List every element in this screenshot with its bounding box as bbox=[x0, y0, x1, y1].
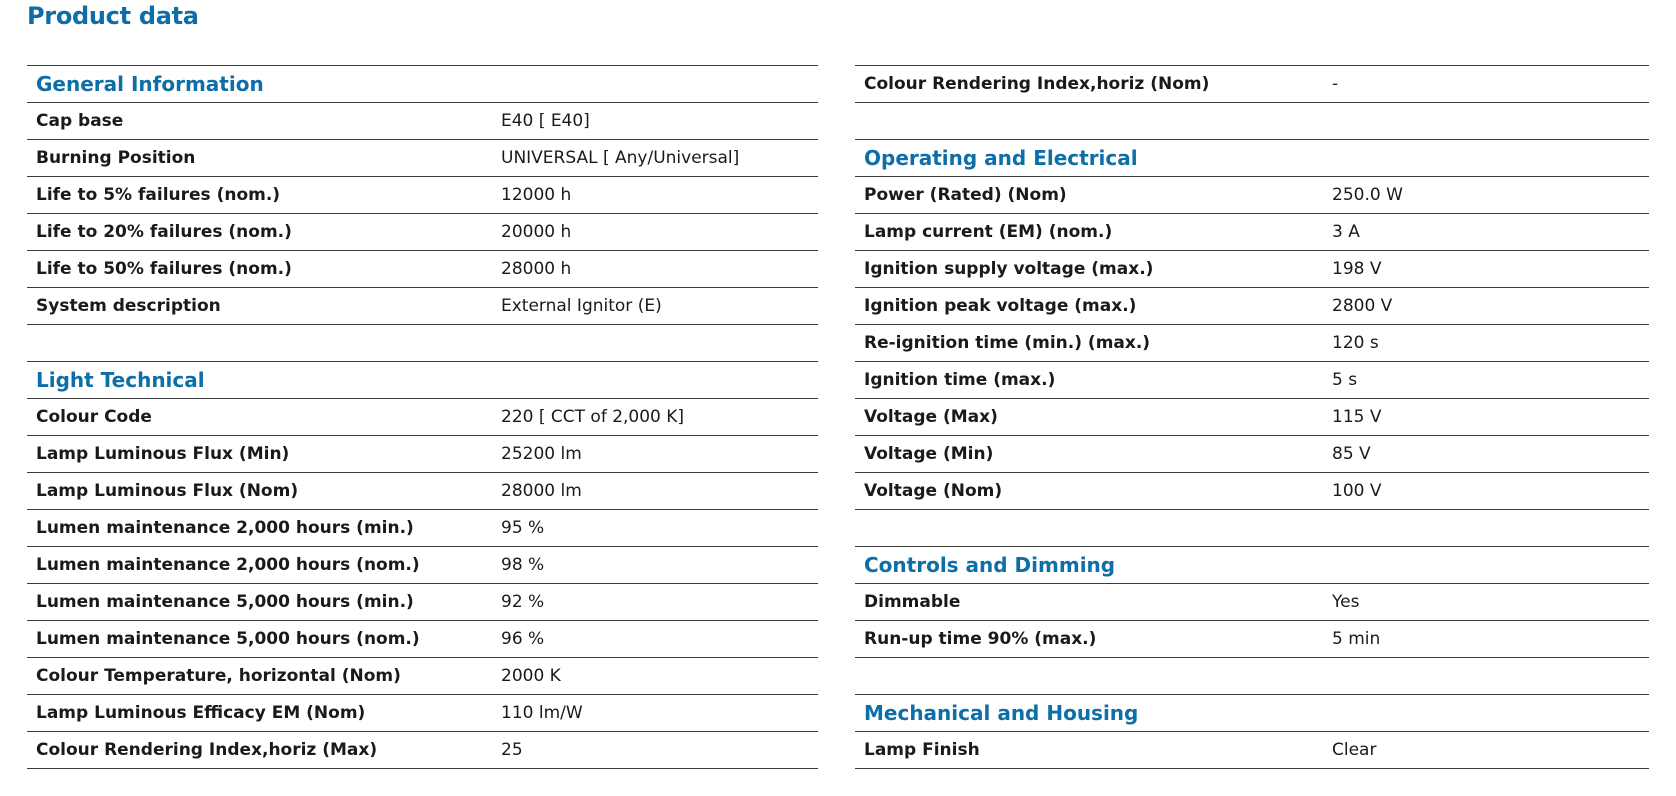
spec-row-life-to-20-failures-nom bbox=[27, 213, 818, 250]
section-title: Operating and Electrical bbox=[864, 146, 1138, 170]
section-header-operating-and-electrical bbox=[855, 139, 1649, 176]
section-header-mechanical-and-housing bbox=[855, 694, 1649, 731]
spec-row-colour-rendering-index-horiz-nom bbox=[855, 65, 1649, 102]
section-title: Controls and Dimming bbox=[864, 553, 1116, 577]
spec-row-ignition-time-max bbox=[855, 361, 1649, 398]
spec-label: Re-ignition time (min.) (max.) bbox=[864, 333, 1151, 353]
spec-value: Yes bbox=[1332, 592, 1360, 612]
spec-value: 110 lm/W bbox=[501, 703, 583, 723]
spec-value: 5 s bbox=[1332, 370, 1358, 390]
spec-value: 2800 V bbox=[1332, 296, 1393, 316]
spec-label: Colour Rendering Index,horiz (Max) bbox=[36, 740, 378, 760]
spec-label: Ignition supply voltage (max.) bbox=[864, 259, 1154, 279]
spacer-row bbox=[27, 324, 818, 361]
spec-row-lamp-luminous-efficacy-em-nom bbox=[27, 694, 818, 731]
spec-value: 5 min bbox=[1332, 629, 1381, 649]
spec-value: E40 [ E40] bbox=[501, 111, 590, 131]
spec-row-voltage-nom bbox=[855, 472, 1649, 509]
spec-row-system-description bbox=[27, 287, 818, 324]
spec-row-lamp-current-em-nom bbox=[855, 213, 1649, 250]
spec-value: - bbox=[1332, 74, 1339, 94]
spec-value: 250.0 W bbox=[1332, 185, 1403, 205]
section-title: Light Technical bbox=[36, 368, 205, 392]
spec-label: Lamp current (EM) (nom.) bbox=[864, 222, 1113, 242]
spec-row-voltage-max bbox=[855, 398, 1649, 435]
spacer-row bbox=[855, 657, 1649, 694]
spec-value: 120 s bbox=[1332, 333, 1379, 353]
spec-value: 85 V bbox=[1332, 444, 1371, 464]
spec-label: Colour Rendering Index,horiz (Nom) bbox=[864, 74, 1210, 94]
spec-value: 115 V bbox=[1332, 407, 1382, 427]
section-header-light-technical bbox=[27, 361, 818, 398]
spec-row-ignition-peak-voltage-max bbox=[855, 287, 1649, 324]
spec-value: 28000 h bbox=[501, 259, 572, 279]
spec-label: Voltage (Min) bbox=[864, 444, 994, 464]
section-header-controls-and-dimming bbox=[855, 546, 1649, 583]
spec-value: 3 A bbox=[1332, 222, 1360, 242]
right-spec-table bbox=[855, 65, 1649, 769]
spec-label: System description bbox=[36, 296, 221, 316]
spec-value: 20000 h bbox=[501, 222, 572, 242]
spec-value: External Ignitor (E) bbox=[501, 296, 662, 316]
spec-row-lumen-maintenance-2-000-hours-min bbox=[27, 509, 818, 546]
spec-label: Lamp Finish bbox=[864, 740, 980, 760]
page-title: Product data bbox=[27, 2, 199, 30]
spec-row-burning-position bbox=[27, 139, 818, 176]
spec-label: Life to 50% failures (nom.) bbox=[36, 259, 292, 279]
spec-row-lamp-luminous-flux-nom bbox=[27, 472, 818, 509]
spec-row-colour-rendering-index-horiz-max bbox=[27, 731, 818, 769]
spec-value: 96 % bbox=[501, 629, 545, 649]
spec-row-run-up-time-90-max bbox=[855, 620, 1649, 657]
spec-row-colour-temperature-horizontal-nom bbox=[27, 657, 818, 694]
spec-value: 220 [ CCT of 2,000 K] bbox=[501, 407, 685, 427]
spec-row-lamp-luminous-flux-min bbox=[27, 435, 818, 472]
section-title: Mechanical and Housing bbox=[864, 701, 1139, 725]
spec-label: Lamp Luminous Efficacy EM (Nom) bbox=[36, 703, 366, 723]
spec-row-dimmable bbox=[855, 583, 1649, 620]
spacer-row bbox=[855, 509, 1649, 546]
spec-row-colour-code bbox=[27, 398, 818, 435]
spec-row-lumen-maintenance-5-000-hours-nom bbox=[27, 620, 818, 657]
spec-row-cap-base bbox=[27, 102, 818, 139]
spec-label: Run-up time 90% (max.) bbox=[864, 629, 1097, 649]
spec-label: Voltage (Max) bbox=[864, 407, 998, 427]
spec-value: 25 bbox=[501, 740, 523, 760]
spec-value: 95 % bbox=[501, 518, 545, 538]
section-header-general-information bbox=[27, 65, 818, 102]
spec-label: Ignition time (max.) bbox=[864, 370, 1056, 390]
spec-value: 100 V bbox=[1332, 481, 1382, 501]
spec-label: Ignition peak voltage (max.) bbox=[864, 296, 1137, 316]
spec-row-ignition-supply-voltage-max bbox=[855, 250, 1649, 287]
spec-label: Colour Temperature, horizontal (Nom) bbox=[36, 666, 401, 686]
spec-value: 25200 lm bbox=[501, 444, 582, 464]
spec-row-life-to-50-failures-nom bbox=[27, 250, 818, 287]
spec-label: Life to 5% failures (nom.) bbox=[36, 185, 281, 205]
spec-row-lamp-finish bbox=[855, 731, 1649, 769]
spec-label: Lumen maintenance 5,000 hours (nom.) bbox=[36, 629, 420, 649]
spec-label: Lumen maintenance 2,000 hours (nom.) bbox=[36, 555, 420, 575]
spec-value: 12000 h bbox=[501, 185, 572, 205]
spec-label: Life to 20% failures (nom.) bbox=[36, 222, 292, 242]
spacer-row bbox=[855, 102, 1649, 139]
spec-row-lumen-maintenance-5-000-hours-min bbox=[27, 583, 818, 620]
spec-row-life-to-5-failures-nom bbox=[27, 176, 818, 213]
spec-value: 2000 K bbox=[501, 666, 561, 686]
spec-value: 98 % bbox=[501, 555, 545, 575]
spec-label: Lamp Luminous Flux (Nom) bbox=[36, 481, 299, 501]
spec-label: Burning Position bbox=[36, 148, 196, 168]
spec-label: Power (Rated) (Nom) bbox=[864, 185, 1067, 205]
left-spec-table bbox=[27, 65, 818, 769]
spec-row-re-ignition-time-min-max bbox=[855, 324, 1649, 361]
spec-label: Lumen maintenance 5,000 hours (min.) bbox=[36, 592, 414, 612]
section-title: General Information bbox=[36, 72, 264, 96]
spec-row-lumen-maintenance-2-000-hours-nom bbox=[27, 546, 818, 583]
spec-label: Lumen maintenance 2,000 hours (min.) bbox=[36, 518, 414, 538]
spec-label: Cap base bbox=[36, 111, 124, 131]
spec-row-voltage-min bbox=[855, 435, 1649, 472]
spec-value: 92 % bbox=[501, 592, 545, 612]
spec-value: Clear bbox=[1332, 740, 1377, 760]
spec-value: UNIVERSAL [ Any/Universal] bbox=[501, 148, 740, 168]
spec-value: 198 V bbox=[1332, 259, 1382, 279]
spec-label: Colour Code bbox=[36, 407, 152, 427]
spec-value: 28000 lm bbox=[501, 481, 582, 501]
spec-label: Voltage (Nom) bbox=[864, 481, 1003, 501]
spec-row-power-rated-nom bbox=[855, 176, 1649, 213]
spec-label: Lamp Luminous Flux (Min) bbox=[36, 444, 290, 464]
spec-label: Dimmable bbox=[864, 592, 961, 612]
